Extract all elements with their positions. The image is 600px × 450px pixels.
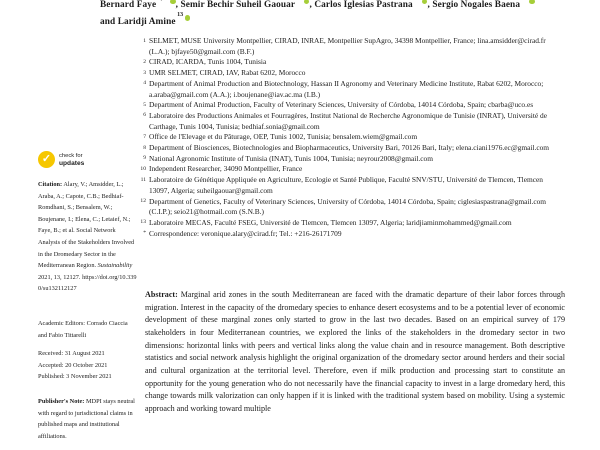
academic-editors-label: Academic Editors:: [38, 320, 86, 327]
affiliation-item: [135, 100, 565, 111]
affiliation-text: SELMET, MUSE University Montpellier, CIRAD, INRAE, Montpellier SupAgro, 34398 Montpellier, France; lina.amsidder@cirad.fr (L.A.); bjfaye50@gmail.com (B.F.): [149, 36, 546, 56]
author-affiliation-superscript: [522, 0, 528, 2]
doi-link[interactable]: https://doi.org/10.3390/su132112127: [38, 273, 137, 293]
affiliation-item: [135, 143, 565, 154]
author-affiliation-superscript: [297, 0, 303, 2]
publisher-note: [38, 396, 138, 442]
abstract: [145, 289, 565, 416]
affiliation-number: 9: [143, 155, 146, 162]
affiliation-text: National Agronomic Institute of Tunisia (INAT), Tunis 1004, Tunisia; neyrour2008@gmail.com: [149, 153, 433, 163]
affiliation-text: Department of Animal Production, Faculty of Veterinary Sciences, University of Córdoba, 14014 Córdoba, Spain; cbarba@uco.es: [149, 100, 534, 110]
academic-editors: [38, 318, 138, 341]
affiliation-item: [135, 164, 565, 175]
affiliation-item: [135, 218, 565, 229]
affiliation-text: Department of Biosciences, Biotechnologies and Biopharmaceutics, University Bari, 70126 Bari, Italy; elena.ciani1976.ec@gmail.com: [149, 143, 550, 153]
author-affiliation-superscript: [158, 0, 169, 2]
author-name: Sergio Nogales Baena: [432, 0, 521, 11]
author-segment: [432, 0, 534, 10]
affiliation-number: 3: [143, 69, 146, 76]
affiliation-text: Correspondence: veronique.alary@cirad.fr; Tel.: +216-26171709: [149, 228, 342, 238]
affiliation-number: *: [143, 230, 146, 237]
author-affiliation-superscript: 13: [177, 12, 184, 19]
affiliation-text: Independent Researcher, 34090 Montpellier, France: [149, 164, 303, 174]
affiliation-item: [135, 197, 565, 218]
affiliation-number: 10: [140, 165, 146, 172]
orcid-icon[interactable]: [185, 15, 191, 21]
author-line-1: [100, 0, 572, 13]
badge-label-line2: updates: [59, 159, 85, 167]
affiliation-item: [135, 79, 565, 100]
affiliation-number: 2: [143, 58, 146, 65]
publisher-note-text: MDPI stays neutral with regard to jurisdictional claims in published maps and institutional affiliations.: [38, 398, 135, 440]
academic-editors-names: Corrado Ciaccia and Fabio Tittarelli: [38, 320, 128, 339]
affiliation-text: Office de l'Elevage et du Pâturage, OEP, Tunis 1002, Tunisia; bensalem.wiem@gmail.com: [149, 132, 418, 142]
date-label: Accepted:: [38, 361, 64, 369]
author-segment: [314, 0, 432, 10]
check-glyph: ✓: [41, 153, 52, 165]
author-name: and Laridji Amine: [100, 16, 176, 27]
affiliation-text: Department of Animal Production and Biotechnology, Hassan II Agronomy and Veterinary Medicine Institute, Rabat 6202, Morocco; a.araba@gmail.com (A.A.); i.boujenane@iav.ac.ma (I.B.): [149, 78, 544, 99]
affiliation-item: [135, 57, 565, 68]
publisher-note-label: Publisher's Note:: [38, 398, 85, 405]
affiliation-text: Laboratoire MECAS, Faculté FSEG, Université de Tlemcen, Tlemcen 13097, Algeria; laridjiaminmohammed@gmail.com: [149, 217, 512, 227]
date-value: 31 August 2021: [64, 350, 105, 357]
journal-name: Sustainability: [97, 262, 133, 270]
affiliation-list: [135, 36, 565, 239]
affiliation-text: Laboratoire des Productions Animales et Fourragères, Institut National de Recherche Agronomique de Tunisie (INRAT), Université de Carthage, Tunis 1004, Tunisia; bedhiaf.sonia@gmail.com: [149, 110, 547, 131]
badge-label: [59, 153, 84, 167]
affiliation-number: 12: [140, 198, 146, 205]
affiliation-text: Laboratoire de Génétique Appliquée en Agriculture, Ecologie et Santé Publique, Faculté SNV/STU, Université de Tlemcen, Tlemcen 13097, Algeria; suheilgaouar@gmail.com: [149, 175, 543, 195]
affiliation-number: 5: [143, 101, 146, 108]
author-separator: ,: [309, 0, 315, 11]
citation-block: [38, 179, 138, 295]
orcid-icon[interactable]: [170, 0, 176, 4]
date-value: 3 November 2021: [66, 373, 112, 381]
affiliation-item: [135, 68, 565, 79]
date-label: Published:: [38, 373, 65, 381]
affiliation-item: [135, 132, 565, 143]
check-icon: [38, 151, 55, 168]
affiliation-item: [135, 175, 565, 196]
citation-label: Citation:: [38, 181, 63, 188]
author-segment: [180, 0, 314, 10]
dates-block: [38, 348, 138, 383]
author-name: Semir Bechir Suheil Gaouar: [180, 0, 296, 11]
abstract-label: Abstract:: [145, 290, 178, 299]
affiliation-number: 7: [143, 133, 146, 140]
author-segment: [100, 12, 190, 27]
orcid-icon[interactable]: [529, 0, 535, 4]
affiliation-item: [135, 36, 565, 57]
affiliation-text: Department of Genetics, Faculty of Veterinary Sciences, University of Córdoba, 14014 Córdoba, Spain; ciglesiaspastrana@gmail.com (C.I.P.); seio21@hotmail.com (S.N.B.): [149, 196, 547, 217]
author-line-2: [100, 13, 572, 30]
affiliation-number: 6: [143, 112, 146, 119]
affiliation-number: 4: [143, 80, 146, 87]
author-name: Carlos Iglesias Pastrana: [314, 0, 413, 11]
date-label: Received:: [38, 350, 64, 357]
author-segment: [100, 0, 180, 10]
affiliation-item: [135, 111, 565, 132]
citation-ref: 2021, 13, 12127.: [38, 273, 81, 281]
abstract-text: Marginal arid zones in the south Mediterranean are faced with the dramatic departure of their labor forces through migration. Interest in the capacity of the dromedary species to enhance desert ecosystems and to be a potential lever of economic development of these marginal zones only started to grow in the last two decades. Based on an empirical survey of 179 stakeholders in four Mediterranean countries, we explored the links of the stakeholders in the dromedary sector in two dimensions: horizontal links with peers and vertical links along the value chain and in resource management. Both descriptive statistics and social network analysis highlight the original organization of the dromedary sector around herders and their social and cultural organization at the territorial level. Therefore, even if milk production and processing start to constitute an opportunity for the young generation who do not necessarily have the financial capacity to invest in a large dromedary herd, this change towards milk valorization can only happen if it is linked with the traditional system based on mobility. Using a systemic approach and working toward multiple: [145, 290, 565, 413]
affiliation-text: UMR SELMET, CIRAD, IAV, Rabat 6202, Morocco: [149, 68, 306, 78]
date-row: [38, 371, 138, 383]
author-affiliation-superscript: [414, 0, 420, 2]
affiliation-number: 11: [140, 176, 146, 183]
affiliation-item: [135, 229, 565, 240]
badge-label-line1: check for: [59, 152, 83, 159]
author-separator: ,: [175, 0, 181, 11]
affiliation-item: [135, 154, 565, 165]
check-for-updates-badge[interactable]: [38, 151, 84, 168]
author-separator: ,: [427, 0, 433, 11]
date-value: 20 October 2021: [65, 361, 108, 369]
affiliation-number: 1: [143, 37, 146, 44]
affiliation-text: CIRAD, ICARDA, Tunis 1004, Tunisia: [149, 57, 267, 67]
affiliation-number: 13: [140, 219, 146, 226]
date-row: [38, 360, 138, 372]
author-name: Bernard Faye: [100, 0, 157, 11]
affiliation-number: 8: [143, 144, 146, 151]
authors-block: [100, 0, 572, 29]
citation-authors: Alary, V.; Amsidder, L.; Araba, A.; Capote, C.B.; Bedhiaf-Romdhani, S.; Bensalem, W.; Boujenane, I.; Elena, C.; Letaief, N.; Faye, B.; et al. Social Network Analysis of the Stakeholders Involved in the Dromedary Sector in the Mediterranean Region.: [38, 181, 135, 270]
date-row: [38, 348, 138, 360]
